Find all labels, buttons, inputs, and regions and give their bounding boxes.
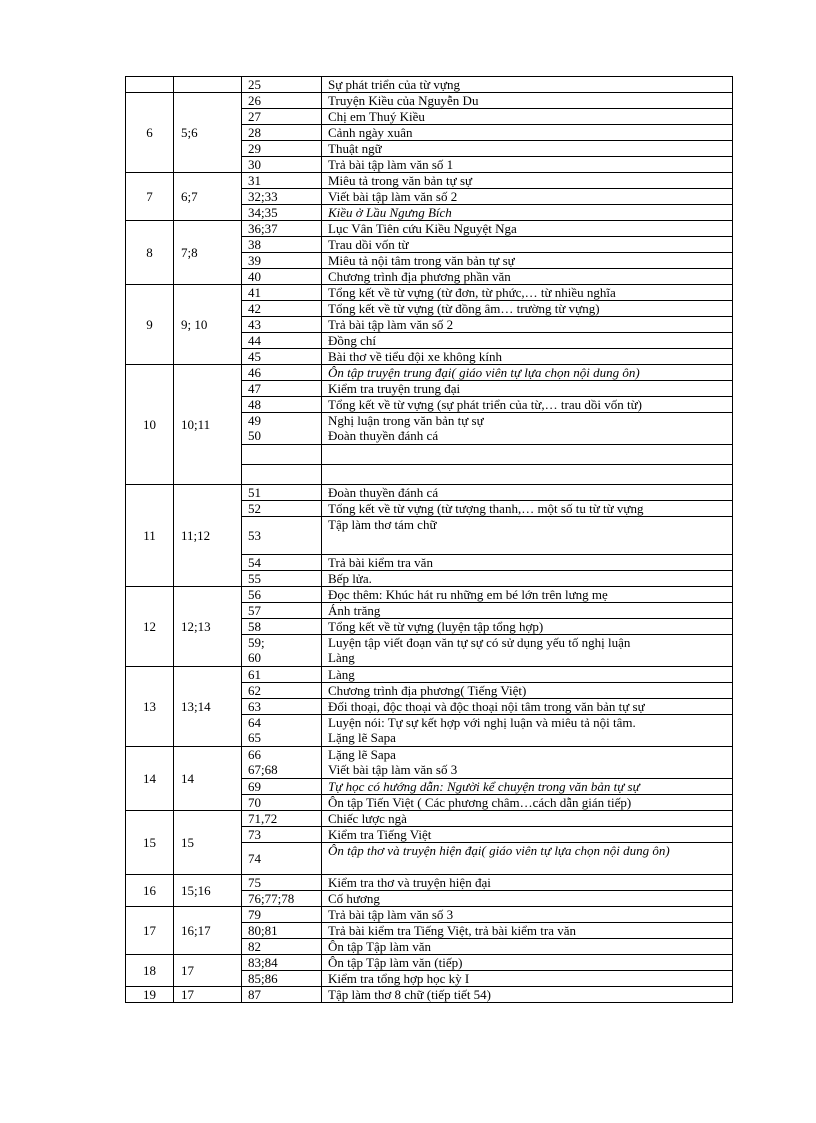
lesson-title: Bài thơ về tiểu đội xe không kính (322, 349, 733, 365)
table-row (126, 987, 733, 1003)
lesson-number (242, 413, 322, 445)
lesson-number: 71,72 (242, 811, 322, 827)
lesson-title: Viết bài tập làm văn số 2 (322, 189, 733, 205)
lesson-title: Ôn tập thơ và truyện hiện đại( giáo viên tự lựa chọn nội dung ôn) (322, 843, 733, 875)
lesson-number: 42 (242, 301, 322, 317)
lesson-title: Ánh trăng (322, 603, 733, 619)
lesson-title: Chị em Thuý Kiều (322, 109, 733, 125)
lesson-title: Trả bài tập làm văn số 3 (322, 907, 733, 923)
lesson-number: 41 (242, 285, 322, 301)
lesson-title: Tổng kết về từ vựng (sự phát triển của từ,… trau dồi vốn từ) (322, 397, 733, 413)
lesson-number (242, 715, 322, 747)
week-cell: 17 (174, 955, 242, 987)
ppct-cell: 11 (126, 485, 174, 587)
ppct-cell: 12 (126, 587, 174, 667)
lesson-number: 63 (242, 699, 322, 715)
lesson-number: 61 (242, 667, 322, 683)
lesson-title: Trả bài tập làm văn số 2 (322, 317, 733, 333)
lesson-title: Làng (322, 667, 733, 683)
lesson-number: 52 (242, 501, 322, 517)
lesson-title: Đọc thêm: Khúc hát ru những em bé lớn trên lưng mẹ (322, 587, 733, 603)
lesson-number: 83;84 (242, 955, 322, 971)
lesson-number: 43 (242, 317, 322, 333)
lesson-title: Tập làm thơ tám chữ (322, 517, 733, 555)
lesson-title (322, 747, 733, 779)
lesson-number: 44 (242, 333, 322, 349)
ppct-cell: 8 (126, 221, 174, 285)
lesson-number-a: 66 (248, 747, 261, 762)
lesson-number: 75 (242, 875, 322, 891)
lesson-number: 51 (242, 485, 322, 501)
table-row (126, 485, 733, 501)
lesson-title: Kiều ở Lầu Ngưng Bích (322, 205, 733, 221)
lesson-title-b: Lặng lẽ Sapa (328, 730, 396, 745)
week-cell: 16;17 (174, 907, 242, 955)
lesson-title: Miêu tả trong văn bản tự sự (322, 173, 733, 189)
lesson-title: Sự phát triển của từ vựng (322, 77, 733, 93)
lesson-title: Kiểm tra Tiếng Việt (322, 827, 733, 843)
lesson-title: Trau dồi vốn từ (322, 237, 733, 253)
lesson-number: 80;81 (242, 923, 322, 939)
week-cell: 10;11 (174, 365, 242, 485)
lesson-number: 25 (242, 77, 322, 93)
week-cell (174, 77, 242, 93)
ppct-cell: 9 (126, 285, 174, 365)
lesson-number (242, 635, 322, 667)
lesson-number: 30 (242, 157, 322, 173)
lesson-title: Cố hương (322, 891, 733, 907)
lesson-title: Ôn tập Tiến Việt ( Các phương châm…cách dẫn gián tiếp) (322, 795, 733, 811)
table-row (126, 587, 733, 603)
ppct-cell: 19 (126, 987, 174, 1003)
lesson-title: Kiểm tra thơ và truyện hiện đại (322, 875, 733, 891)
lesson-title: Trả bài tập làm văn số 1 (322, 157, 733, 173)
lesson-title: Trả bài kiểm tra Tiếng Việt, trả bài kiểm tra văn (322, 923, 733, 939)
lesson-number: 69 (242, 779, 322, 795)
lesson-number: 47 (242, 381, 322, 397)
lesson-title: Ôn tập Tập làm văn (tiếp) (322, 955, 733, 971)
lesson-number: 54 (242, 555, 322, 571)
ppct-cell: 15 (126, 811, 174, 875)
table-row (126, 955, 733, 971)
lesson-title: Đồng chí (322, 333, 733, 349)
table-row (126, 77, 733, 93)
lesson-number: 38 (242, 237, 322, 253)
lesson-number: 62 (242, 683, 322, 699)
lesson-title: Trả bài kiểm tra văn (322, 555, 733, 571)
table-row (126, 811, 733, 827)
lesson-title: Chương trình địa phương phần văn (322, 269, 733, 285)
lesson-number: 48 (242, 397, 322, 413)
lesson-number: 34;35 (242, 205, 322, 221)
lesson-title (322, 445, 733, 465)
table-row (126, 875, 733, 891)
lesson-title: Thuật ngữ (322, 141, 733, 157)
lesson-number (242, 465, 322, 485)
ppct-cell: 17 (126, 907, 174, 955)
lesson-title: Truyện Kiều của Nguyễn Du (322, 93, 733, 109)
week-cell: 7;8 (174, 221, 242, 285)
lesson-title: Chiếc lược ngà (322, 811, 733, 827)
lesson-number: 79 (242, 907, 322, 923)
table-row (126, 221, 733, 237)
lesson-number: 26 (242, 93, 322, 109)
week-cell: 6;7 (174, 173, 242, 221)
lesson-number: 57 (242, 603, 322, 619)
lesson-number-b: 60 (248, 650, 261, 665)
week-cell: 12;13 (174, 587, 242, 667)
lesson-number: 53 (242, 517, 322, 555)
ppct-cell: 7 (126, 173, 174, 221)
table-row (126, 93, 733, 109)
lesson-number-b: 65 (248, 730, 261, 745)
table-row (126, 365, 733, 381)
lesson-number-a: 59; (248, 635, 265, 650)
ppct-cell: 14 (126, 747, 174, 811)
lesson-title: Tổng kết về từ vựng (từ đơn, từ phức,… từ nhiều nghĩa (322, 285, 733, 301)
lesson-title-a: Luyện nói: Tự sự kết hợp với nghị luận và miêu tả nội tâm. (328, 715, 636, 730)
week-cell: 15 (174, 811, 242, 875)
lesson-number: 46 (242, 365, 322, 381)
lesson-number: 76;77;78 (242, 891, 322, 907)
week-cell: 17 (174, 987, 242, 1003)
lesson-title-a: Nghị luận trong văn bản tự sự (328, 413, 484, 428)
lesson-title: Tự học có hướng dẫn: Người kể chuyện trong văn bản tự sự (322, 779, 733, 795)
lesson-number: 31 (242, 173, 322, 189)
lesson-title-a: Luyện tập viết đoạn văn tự sự có sử dụng yếu tố nghị luận (328, 635, 631, 650)
week-cell: 5;6 (174, 93, 242, 173)
lesson-number: 73 (242, 827, 322, 843)
lesson-title (322, 635, 733, 667)
ppct-cell: 16 (126, 875, 174, 907)
lesson-title-b: Viết bài tập làm văn số 3 (328, 762, 458, 777)
table-row (126, 667, 733, 683)
week-cell: 13;14 (174, 667, 242, 747)
lesson-number: 87 (242, 987, 322, 1003)
lesson-title: Chương trình địa phương( Tiếng Việt) (322, 683, 733, 699)
lesson-number: 45 (242, 349, 322, 365)
lesson-schedule-table (125, 76, 733, 1003)
lesson-number: 27 (242, 109, 322, 125)
lesson-title: Tập làm thơ 8 chữ (tiếp tiết 54) (322, 987, 733, 1003)
lesson-number-a: 49 (248, 413, 261, 428)
lesson-title: Kiểm tra tổng hợp học kỳ I (322, 971, 733, 987)
lesson-number: 55 (242, 571, 322, 587)
lesson-number: 36;37 (242, 221, 322, 237)
lesson-title-b: Đoàn thuyền đánh cá (328, 428, 439, 443)
lesson-number: 56 (242, 587, 322, 603)
lesson-number-b: 67;68 (248, 762, 278, 777)
lesson-title (322, 465, 733, 485)
lesson-number: 29 (242, 141, 322, 157)
lesson-title: Ôn tập Tập làm văn (322, 939, 733, 955)
lesson-title: Đối thoại, độc thoại và độc thoại nội tâm trong văn bản tự sự (322, 699, 733, 715)
lesson-title: Tổng kết về từ vựng (từ tượng thanh,… một số tu từ từ vựng (322, 501, 733, 517)
lesson-number: 85;86 (242, 971, 322, 987)
week-cell: 15;16 (174, 875, 242, 907)
lesson-title: Lục Vân Tiên cứu Kiều Nguyệt Nga (322, 221, 733, 237)
ppct-cell: 10 (126, 365, 174, 485)
lesson-title (322, 413, 733, 445)
week-cell: 11;12 (174, 485, 242, 587)
week-cell: 14 (174, 747, 242, 811)
lesson-number: 40 (242, 269, 322, 285)
lesson-title: Miêu tả nội tâm trong văn bản tự sự (322, 253, 733, 269)
lesson-number-a: 64 (248, 715, 261, 730)
lesson-title-a: Lặng lẽ Sapa (328, 747, 396, 762)
lesson-number: 70 (242, 795, 322, 811)
week-cell: 9; 10 (174, 285, 242, 365)
table-row (126, 747, 733, 779)
lesson-number: 82 (242, 939, 322, 955)
lesson-title: Cảnh ngày xuân (322, 125, 733, 141)
lesson-number (242, 747, 322, 779)
lesson-title: Ôn tập truyện trung đại( giáo viên tự lựa chọn nội dung ôn) (322, 365, 733, 381)
lesson-title: Bếp lửa. (322, 571, 733, 587)
lesson-number (242, 445, 322, 465)
lesson-number: 74 (242, 843, 322, 875)
lesson-title: Kiểm tra truyện trung đại (322, 381, 733, 397)
lesson-title: Đoàn thuyền đánh cá (322, 485, 733, 501)
lesson-number: 28 (242, 125, 322, 141)
lesson-number-b: 50 (248, 428, 261, 443)
lesson-number: 39 (242, 253, 322, 269)
lesson-number: 32;33 (242, 189, 322, 205)
ppct-cell: 18 (126, 955, 174, 987)
ppct-cell: 13 (126, 667, 174, 747)
lesson-title-b: Làng (328, 650, 355, 665)
table-row (126, 173, 733, 189)
lesson-title: Tổng kết về từ vựng (từ đồng âm… trường từ vựng) (322, 301, 733, 317)
lesson-number: 58 (242, 619, 322, 635)
lesson-title: Tổng kết về từ vựng (luyện tập tổng hợp) (322, 619, 733, 635)
lesson-title (322, 715, 733, 747)
ppct-cell: 6 (126, 93, 174, 173)
ppct-cell (126, 77, 174, 93)
table-row (126, 285, 733, 301)
table-row (126, 907, 733, 923)
